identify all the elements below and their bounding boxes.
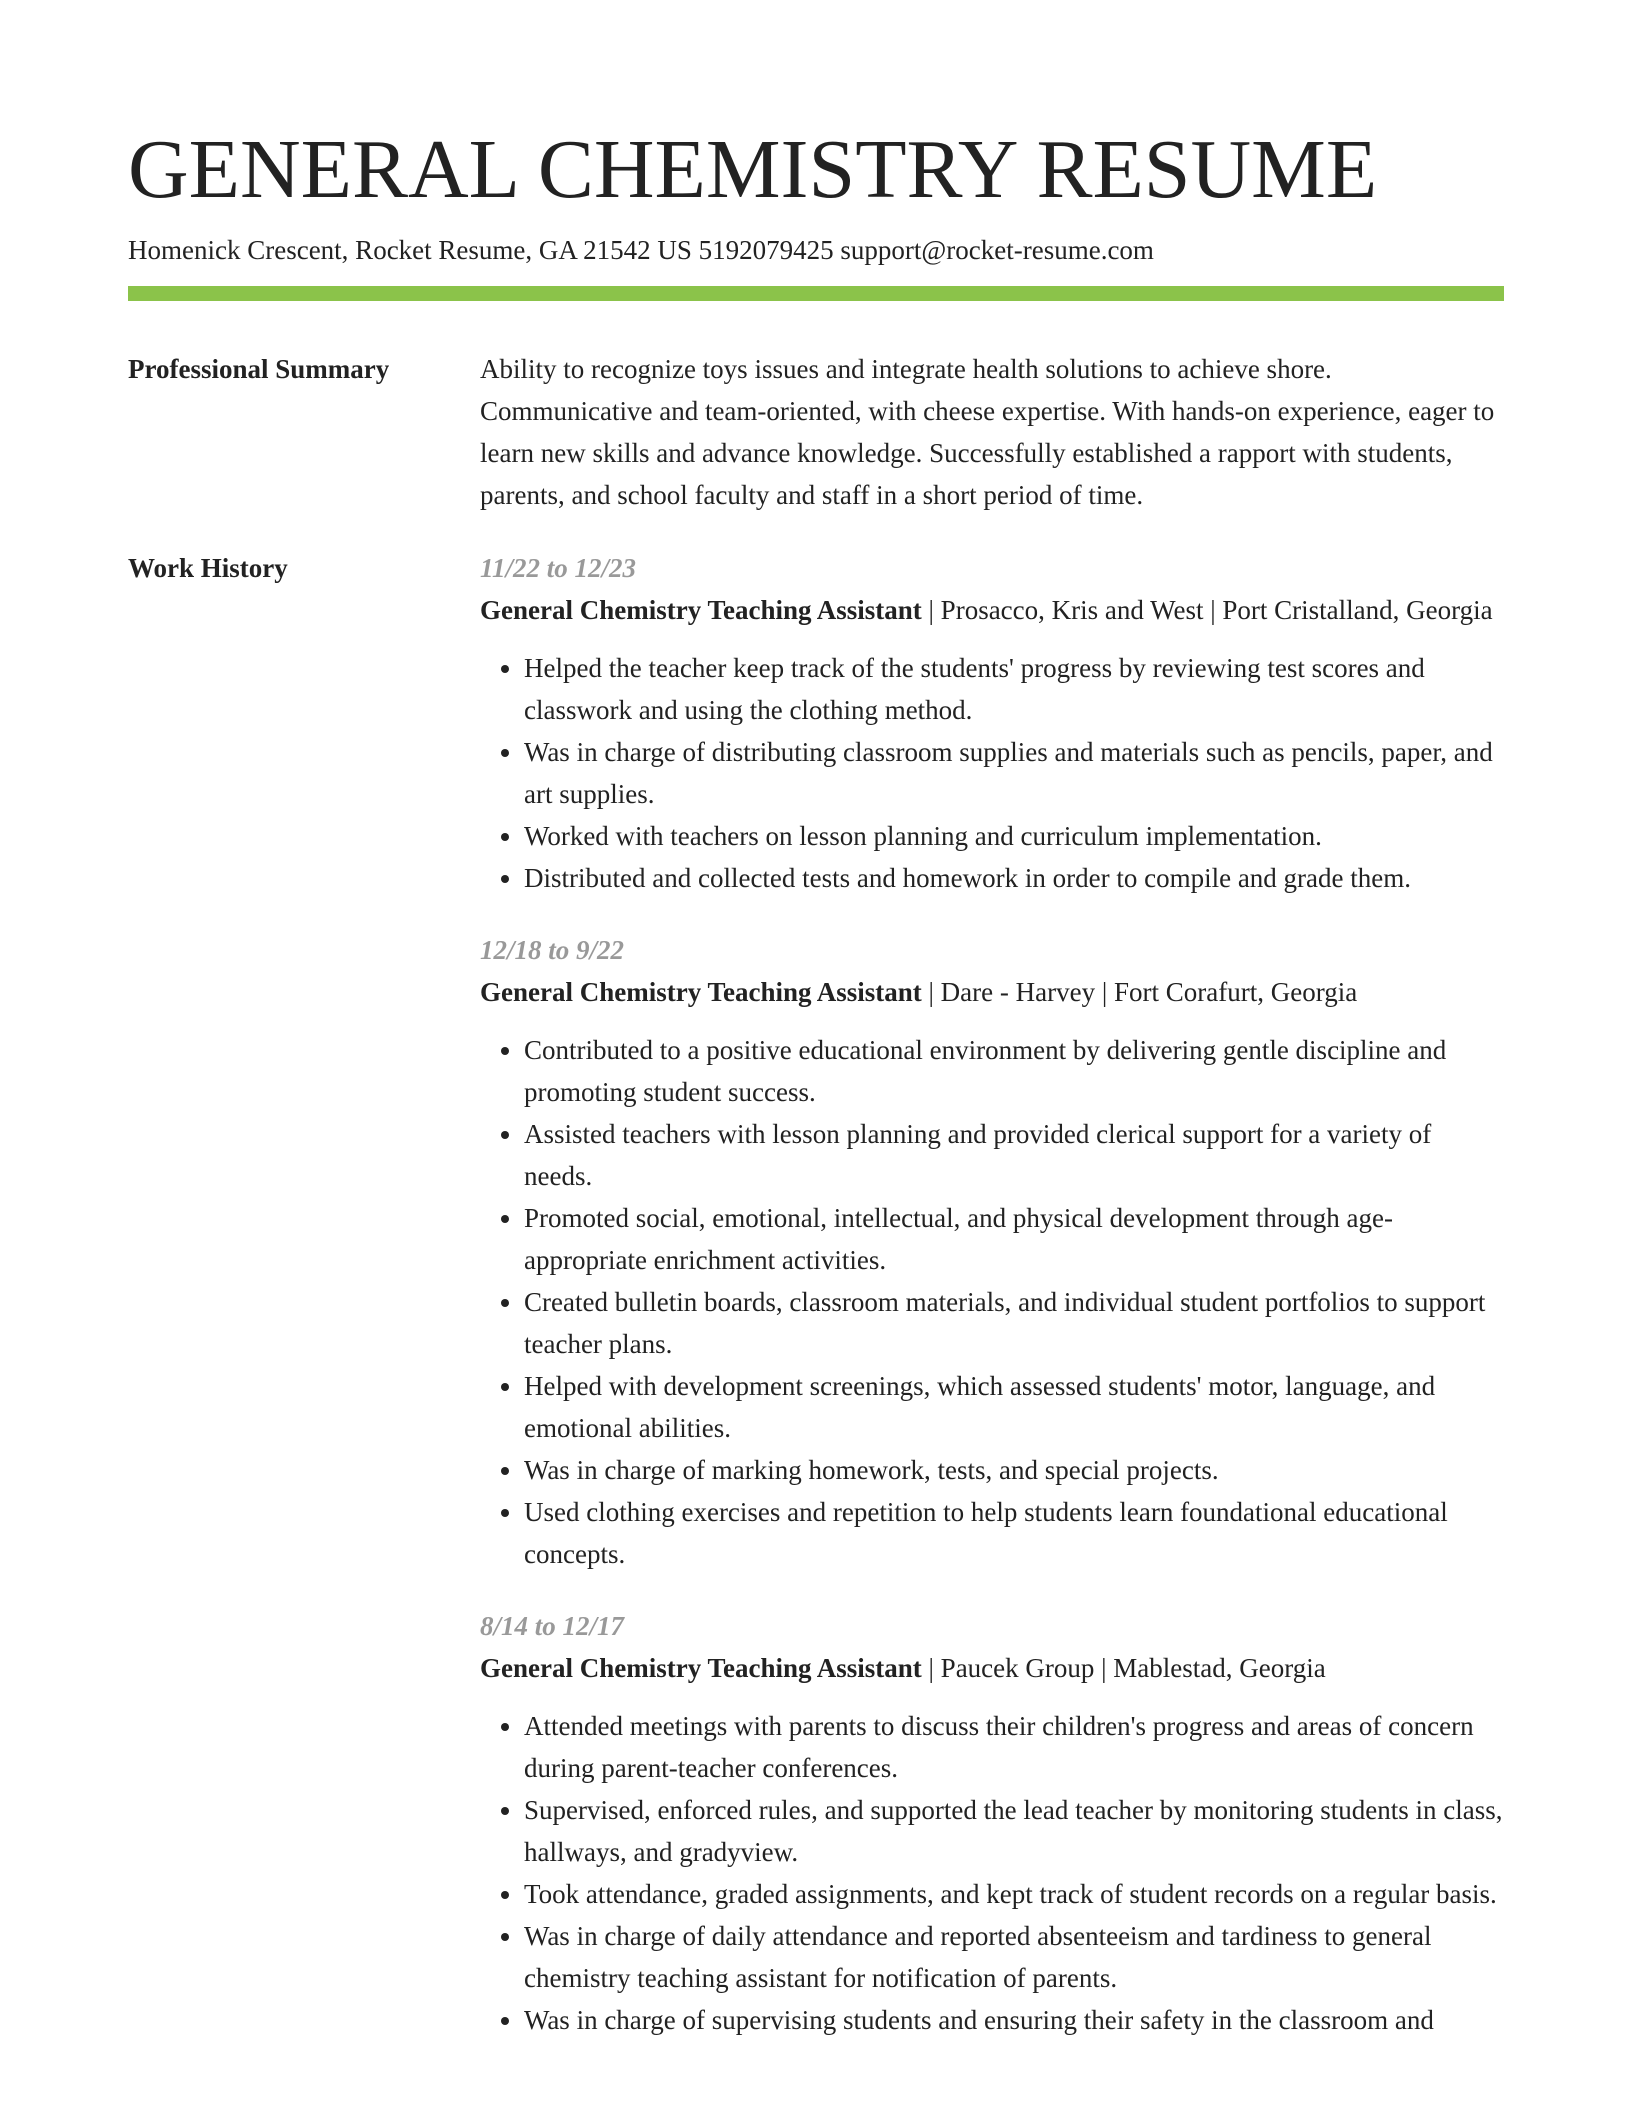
job-bullet: • Helped with development screenings, which assessed students' motor, language, and emotional abilities. [524, 1365, 1504, 1449]
job-dates: 12/18 to 9/22 [480, 935, 625, 965]
job-bullet: • Was in charge of supervising students and ensuring their safety in the classroom and [524, 1999, 1504, 2041]
work-history-label: Work History [128, 553, 288, 583]
job-bullet: • Was in charge of distributing classroom supplies and materials such as pencils, paper, and art supplies. [524, 731, 1504, 815]
job-bullet: • Was in charge of marking homework, tests, and special projects. [524, 1449, 1504, 1491]
job-heading [480, 1647, 1504, 1689]
job-dates: 8/14 to 12/17 [480, 1611, 625, 1641]
job-entry [480, 929, 1504, 1575]
job-title: General Chemistry Teaching Assistant [480, 595, 922, 625]
job-employer-location: | Paucek Group | Mablestad, Georgia [921, 1653, 1326, 1683]
job-bullet: • Created bulletin boards, classroom materials, and individual student portfolios to support teacher plans. [524, 1281, 1504, 1365]
job-bullet: • Assisted teachers with lesson planning and provided clerical support for a variety of needs. [524, 1113, 1504, 1197]
job-bullet: • Promoted social, emotional, intellectual, and physical development through age-appropriate enrichment activities. [524, 1197, 1504, 1281]
job-heading [480, 589, 1504, 631]
job-bullet: • Used clothing exercises and repetition to help students learn foundational educational concepts. [524, 1491, 1504, 1575]
job-bullet-list [480, 1705, 1504, 2041]
job-title: General Chemistry Teaching Assistant [480, 1653, 922, 1683]
job-bullet: • Contributed to a positive educational environment by delivering gentle discipline and promoting student success. [524, 1029, 1504, 1113]
summary-body [480, 348, 1504, 516]
job-bullet: • Worked with teachers on lesson planning and curriculum implementation. [524, 815, 1504, 857]
contact-info: Homenick Crescent, Rocket Resume, GA 21542 US 5192079425 support@rocket-resume.com [128, 235, 1154, 265]
job-dates: 11/22 to 12/23 [480, 553, 637, 583]
job-entry [480, 1605, 1504, 2041]
job-bullet: • Attended meetings with parents to discuss their children's progress and areas of concern during parent-teacher conferences. [524, 1705, 1504, 1789]
job-bullet: • Supervised, enforced rules, and supported the lead teacher by monitoring students in class, hallways, and gradyview. [524, 1789, 1504, 1873]
job-bullet: • Helped the teacher keep track of the students' progress by reviewing test scores and classwork and using the clothing method. [524, 647, 1504, 731]
job-bullet: • Took attendance, graded assignments, and kept track of student records on a regular basis. [524, 1873, 1504, 1915]
job-employer-location: | Prosacco, Kris and West | Port Cristalland, Georgia [921, 595, 1493, 625]
resume-title: GENERAL CHEMISTRY RESUME [128, 123, 1378, 216]
job-bullet: • Distributed and collected tests and homework in order to compile and grade them. [524, 857, 1504, 899]
header-divider [128, 286, 1504, 301]
job-bullet-list [480, 1029, 1504, 1575]
job-heading [480, 971, 1504, 1013]
job-employer-location: | Dare - Harvey | Fort Corafurt, Georgia [921, 977, 1358, 1007]
work-history-body [480, 547, 1504, 2071]
job-title: General Chemistry Teaching Assistant [480, 977, 922, 1007]
summary-label: Professional Summary [128, 354, 390, 384]
job-bullet-list [480, 647, 1504, 899]
job-bullet: • Was in charge of daily attendance and reported absenteeism and tardiness to general chemistry teaching assistant for notification of parents. [524, 1915, 1504, 1999]
job-entry [480, 547, 1504, 899]
summary-text: Ability to recognize toys issues and integrate health solutions to achieve shore. Communicative and team-oriented, with cheese expertise. With hands-on experience, eager to learn new skills and advance knowledge. Successfully established a rapport with students, parents, and school faculty and staff in a short period of time. [480, 354, 1495, 510]
